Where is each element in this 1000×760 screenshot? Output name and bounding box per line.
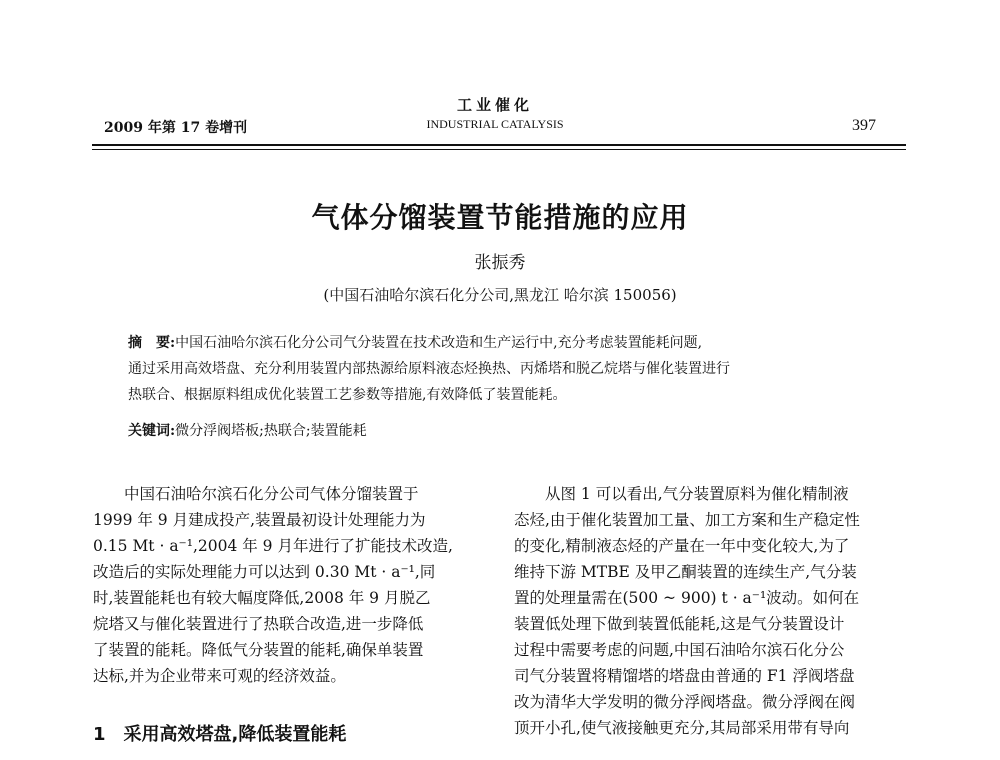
body-line: 从图 1 可以看出,气分装置原料为催化精制液	[514, 485, 849, 503]
body-line: 改为清华大学发明的微分浮阀塔盘。微分浮阀在阀	[514, 693, 856, 711]
body-line: 了装置的能耗。降低气分装置的能耗,确保单装置	[93, 641, 424, 659]
section-title: 采用高效塔盘,降低装置能耗	[123, 724, 347, 745]
body-line: 司气分装置将精馏塔的塔盘由普通的 F1 浮阀塔盘	[514, 667, 855, 685]
keywords-text: 微分浮阀塔板;热联合;装置能耗	[175, 423, 367, 439]
abstract-line: 通过采用高效塔盘、充分利用装置内部热源给原料液态烃换热、丙烯塔和脱乙烷塔与催化装置进行	[128, 361, 730, 377]
body-line: 顶开小孔,使气液接触更充分,其局部采用带有导向	[514, 719, 850, 737]
body-line: 0.15 Mt · a⁻¹,2004 年 9 月年进行了扩能技术改造,	[93, 537, 453, 555]
body-line: 改造后的实际处理能力可以达到 0.30 Mt · a⁻¹,同	[93, 563, 436, 581]
author-affiliation: (中国石油哈尔滨石化分公司,黑龙江 哈尔滨 150056)	[323, 286, 677, 304]
journal-name-cn: 工业催化	[456, 96, 533, 114]
body-line: 装置低处理下做到装置低能耗,这是气分装置设计	[514, 615, 845, 633]
keywords-label: 关键词:	[128, 423, 176, 439]
abstract-text: 中国石油哈尔滨石化分公司气分装置在技术改造和生产运行中,充分考虑装置能耗问题,	[175, 335, 703, 351]
article-title: 气体分馏装置节能措施的应用	[311, 201, 689, 234]
abstract-label: 摘 要:	[128, 335, 176, 351]
journal-name-en: INDUSTRIAL CATALYSIS	[426, 117, 564, 131]
journal-header	[395, 94, 595, 132]
body-line: 的变化,精制液态烃的产量在一年中变化较大,为了	[514, 537, 850, 555]
body-line: 时,装置能耗也有较大幅度降低,2008 年 9 月脱乙	[93, 589, 431, 607]
abstract-line	[128, 330, 888, 356]
section-number: 1	[93, 724, 106, 745]
body-line: 达标,并为企业带来可观的经济效益。	[93, 667, 346, 685]
article-author: 张振秀	[474, 253, 526, 273]
body-line: 态烃,由于催化装置加工量、加工方案和生产稳定性	[514, 511, 860, 529]
abstract	[128, 330, 888, 408]
header-rule-thick	[92, 144, 906, 146]
body-line: 过程中需要考虑的问题,中国石油哈尔滨石化分公	[514, 641, 845, 659]
body-line: 置的处理量需在(500 ~ 900) t · a⁻¹波动。如何在	[514, 589, 860, 607]
section-heading	[93, 720, 346, 746]
keywords	[128, 420, 367, 440]
issue-info: 2009 年第 17 卷增刊	[104, 120, 248, 136]
header-rule-thin	[92, 149, 906, 150]
abstract-line: 热联合、根据原料组成优化装置工艺参数等措施,有效降低了装置能耗。	[128, 387, 567, 403]
body-line: 中国石油哈尔滨石化分公司气体分馏装置于	[93, 485, 419, 503]
body-line: 维持下游 MTBE 及甲乙酮装置的连续生产,气分装	[514, 563, 857, 581]
body-left-column	[93, 481, 483, 689]
body-right-column	[514, 481, 909, 741]
body-line: 1999 年 9 月建成投产,装置最初设计处理能力为	[93, 511, 426, 529]
page-number: 397	[852, 117, 876, 134]
body-line: 烷塔又与催化装置进行了热联合改造,进一步降低	[93, 615, 424, 633]
